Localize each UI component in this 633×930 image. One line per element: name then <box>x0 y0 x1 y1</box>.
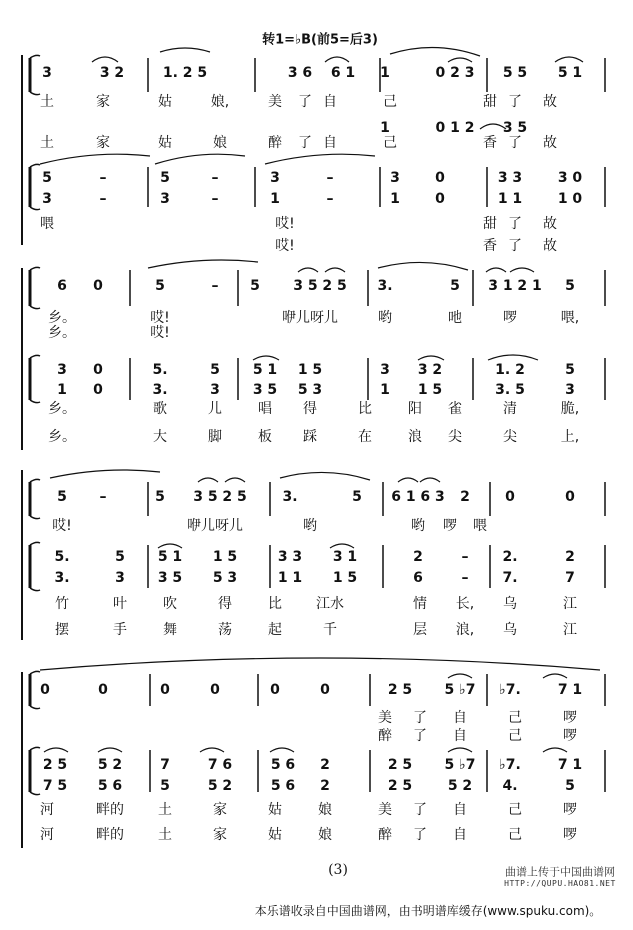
lyric-syllable: 江 <box>563 596 577 612</box>
note: 1 5 <box>212 549 238 565</box>
note: 5 <box>160 170 170 186</box>
key-change-header: 转1=♭B(前5=后3) <box>262 32 378 48</box>
lyric-syllable: 醉 <box>378 728 392 744</box>
lyric-syllable: 阳 <box>408 401 422 417</box>
note: 5 2 <box>207 778 233 794</box>
note: 5 <box>42 170 52 186</box>
lyric-syllable: 比 <box>268 596 282 612</box>
lyric-syllable: 啰 <box>563 827 577 843</box>
lyric-syllable: 了 <box>508 135 522 151</box>
note: 5 ♭7 <box>444 757 476 773</box>
note: 7. <box>502 570 518 586</box>
note: 3 5 2 5 <box>293 278 347 294</box>
note: 6 1 6 3 <box>391 489 445 505</box>
note: 0 <box>435 191 445 207</box>
note: – <box>326 191 334 207</box>
lyric-syllable: 吹 <box>163 596 177 612</box>
note: – <box>99 170 107 186</box>
lyric-syllable: 竹 <box>55 596 69 612</box>
note: 1 <box>380 382 390 398</box>
note: 1 5 <box>297 362 323 378</box>
lyric-syllable: 了 <box>508 238 522 254</box>
lyric-syllable: 了 <box>413 827 427 843</box>
lyric-syllable: 河 <box>40 827 54 843</box>
note: 5 <box>565 778 575 794</box>
lyric-syllable: 自 <box>453 710 467 726</box>
lyric-syllable: 畔的 <box>96 802 124 818</box>
note: 3 3 <box>497 170 523 186</box>
note: 3 <box>115 570 125 586</box>
lyric-syllable: 乡。 <box>48 429 76 445</box>
note: 7 1 <box>557 757 583 773</box>
note: – <box>326 170 334 186</box>
note: 3 2 <box>99 65 125 81</box>
lyric-syllable: 板 <box>258 429 272 445</box>
lyric-syllable: 喂 <box>473 518 487 534</box>
lyric-syllable: 荡 <box>218 622 232 638</box>
lyric-syllable: 乌 <box>503 596 517 612</box>
lyric-syllable: 浪, <box>455 622 475 638</box>
lyric-syllable: 己 <box>508 710 522 726</box>
lyric-syllable: 唱 <box>258 401 272 417</box>
lyric-syllable: 哎! <box>150 310 170 326</box>
note: 3 5 <box>157 570 183 586</box>
note: 3 <box>270 170 280 186</box>
note: 3 <box>42 191 52 207</box>
note: 5 <box>57 489 67 505</box>
note: 3 2 <box>417 362 443 378</box>
lyric-syllable: 千 <box>323 622 337 638</box>
note: – <box>211 170 219 186</box>
lyric-syllable: 自 <box>323 94 337 110</box>
watermark-line-1: 曲谱上传于中国曲谱网 <box>505 865 615 879</box>
lyric-syllable: 清 <box>503 401 517 417</box>
lyric-syllable: 娘 <box>318 827 332 843</box>
lyric-syllable: 故 <box>543 216 557 232</box>
lyric-syllable: 哎! <box>150 325 170 341</box>
lyric-syllable: 土 <box>40 94 54 110</box>
note: 5. <box>152 362 168 378</box>
lyric-syllable: 了 <box>413 728 427 744</box>
lyric-syllable: 己 <box>508 802 522 818</box>
note: 5 <box>352 489 362 505</box>
note: 0 1 2 <box>435 120 475 136</box>
lyric-syllable: 尖 <box>448 429 462 445</box>
lyric-syllable: 了 <box>508 94 522 110</box>
lyric-syllable: 大 <box>153 429 167 445</box>
note: 1 0 <box>557 191 583 207</box>
note: 3 1 2 1 <box>488 278 542 294</box>
note: 6 <box>57 278 67 294</box>
note: 0 <box>40 682 50 698</box>
note: 3 0 <box>557 170 583 186</box>
lyric-syllable: 哎! <box>275 216 295 232</box>
lyric-syllable: 叶 <box>113 596 127 612</box>
note: 3. <box>152 382 168 398</box>
lyric-syllable: 美 <box>378 802 392 818</box>
lyric-syllable: 己 <box>383 94 397 110</box>
lyric-syllable: 乡。 <box>48 310 76 326</box>
note: 3 1 <box>332 549 358 565</box>
lyric-syllable: 啰 <box>503 310 517 326</box>
note: 0 <box>93 362 103 378</box>
note: 5. <box>54 549 70 565</box>
lyric-syllable: 乡。 <box>48 325 76 341</box>
note: 5 <box>565 362 575 378</box>
note: – <box>211 191 219 207</box>
lyric-syllable: 哟 <box>378 310 392 326</box>
note: 3 5 2 5 <box>193 489 247 505</box>
note: 7 <box>160 757 170 773</box>
note: 5 1 <box>252 362 278 378</box>
note: 6 <box>413 570 423 586</box>
source-note: 本乐谱收录自中国曲谱网，由书明谱库缓存(www.spuku.com)。 <box>254 904 602 918</box>
note: 5 <box>115 549 125 565</box>
lyric-syllable: 脆, <box>560 401 580 417</box>
lyric-syllable: 自 <box>453 827 467 843</box>
note: 3 <box>42 65 52 81</box>
note: 2 5 <box>387 682 413 698</box>
lyric-syllable: 乌 <box>503 622 517 638</box>
note: 3 <box>380 362 390 378</box>
lyric-syllable: 儿 <box>208 401 222 417</box>
lyric-syllable: 姑 <box>158 135 172 151</box>
note: 5 <box>155 278 165 294</box>
lyric-syllable: 踩 <box>303 429 317 445</box>
note: 3 3 <box>277 549 303 565</box>
note: 2 <box>460 489 470 505</box>
note: 0 <box>98 682 108 698</box>
note: 3. 5 <box>495 382 525 398</box>
note: 2 <box>565 549 575 565</box>
lyric-syllable: 得 <box>303 401 317 417</box>
note: – <box>461 570 469 586</box>
lyric-syllable: 乡。 <box>48 401 76 417</box>
lyric-syllable: 家 <box>96 135 110 151</box>
note: 5 6 <box>97 778 123 794</box>
lyric-syllable: 啰 <box>563 728 577 744</box>
lyric-syllable: 哟 <box>411 518 425 534</box>
lyric-syllable: 河 <box>40 802 54 818</box>
lyric-syllable: 歌 <box>153 401 167 417</box>
lyric-syllable: 哎! <box>52 518 72 534</box>
page-number: (3) <box>328 862 348 878</box>
lyric-syllable: 故 <box>543 135 557 151</box>
lyric-syllable: 醉 <box>268 135 282 151</box>
lyric-syllable: 起 <box>268 622 282 638</box>
lyric-syllable: 哎! <box>275 238 295 254</box>
note: 1 <box>270 191 280 207</box>
note: 2 <box>320 757 330 773</box>
lyric-syllable: 了 <box>413 802 427 818</box>
lyric-syllable: 咿儿呀儿 <box>187 518 243 534</box>
note: 3 6 <box>287 65 313 81</box>
lyric-syllable: 娘, <box>210 94 230 110</box>
lyric-syllable: 家 <box>213 802 227 818</box>
note: – <box>461 549 469 565</box>
note: 2 5 <box>42 757 68 773</box>
note: 5 <box>250 278 260 294</box>
note: 5 <box>155 489 165 505</box>
lyric-syllable: 己 <box>508 728 522 744</box>
lyric-syllable: 手 <box>113 622 127 638</box>
lyric-syllable: 家 <box>96 94 110 110</box>
lyric-syllable: 己 <box>383 135 397 151</box>
lyric-syllable: 土 <box>40 135 54 151</box>
note: 0 <box>160 682 170 698</box>
lyric-syllable: 娘 <box>318 802 332 818</box>
lyric-syllable: 浪 <box>408 429 422 445</box>
lyric-syllable: 啰 <box>443 518 457 534</box>
note: 1 5 <box>332 570 358 586</box>
lyric-syllable: 啰 <box>563 802 577 818</box>
note: 0 2 3 <box>435 65 475 81</box>
lyric-syllable: 娘 <box>213 135 227 151</box>
lyric-syllable: 畔的 <box>96 827 124 843</box>
note: 1 <box>380 120 390 136</box>
note: – <box>211 278 219 294</box>
note: 3 <box>57 362 67 378</box>
lyric-syllable: 得 <box>218 596 232 612</box>
lyric-syllable: 层 <box>413 622 427 638</box>
note: 3 <box>160 191 170 207</box>
note: 0 <box>93 382 103 398</box>
note: 1 1 <box>497 191 523 207</box>
note: 6 1 <box>330 65 356 81</box>
note: 7 1 <box>557 682 583 698</box>
note: 3. <box>54 570 70 586</box>
note: 5 <box>210 362 220 378</box>
lyric-syllable: 长, <box>455 596 475 612</box>
note: 7 <box>565 570 575 586</box>
note: 3. <box>377 278 393 294</box>
lyric-syllable: 啰 <box>563 710 577 726</box>
lyric-syllable: 咿儿呀儿 <box>282 310 338 326</box>
note: 1 <box>57 382 67 398</box>
note: 5 <box>160 778 170 794</box>
lyric-syllable: 己 <box>508 827 522 843</box>
note: 5 6 <box>270 757 296 773</box>
note: 0 <box>435 170 445 186</box>
lyric-syllable: 了 <box>413 710 427 726</box>
note: 1 5 <box>417 382 443 398</box>
lyric-syllable: 上, <box>560 429 580 445</box>
note: 2. <box>502 549 518 565</box>
note: 0 <box>270 682 280 698</box>
note: 3 <box>565 382 575 398</box>
note: 0 <box>505 489 515 505</box>
note: 2 5 <box>387 778 413 794</box>
note: 5 <box>565 278 575 294</box>
lyric-syllable: 尖 <box>503 429 517 445</box>
note: 0 <box>320 682 330 698</box>
lyric-syllable: 喂 <box>40 216 54 232</box>
note: 5 6 <box>270 778 296 794</box>
note: ♭7. <box>499 682 521 698</box>
note: 1. 2 5 <box>162 65 208 81</box>
lyric-syllable: 自 <box>323 135 337 151</box>
note: – <box>99 191 107 207</box>
lyric-syllable: 情 <box>413 596 427 612</box>
lyric-syllable: 了 <box>298 94 312 110</box>
lyric-syllable: 脚 <box>208 429 222 445</box>
lyric-syllable: 在 <box>358 429 372 445</box>
note: 7 5 <box>42 778 68 794</box>
lyric-syllable: 吔 <box>448 310 462 326</box>
lyric-syllable: 美 <box>268 94 282 110</box>
note: 5 3 <box>212 570 238 586</box>
note: – <box>99 489 107 505</box>
note: 5 1 <box>157 549 183 565</box>
note: 5 5 <box>502 65 528 81</box>
note: 0 <box>565 489 575 505</box>
note: 5 3 <box>297 382 323 398</box>
lyric-syllable: 江水 <box>316 596 344 612</box>
lyric-syllable: 江 <box>563 622 577 638</box>
note: 7 6 <box>207 757 233 773</box>
note: 0 <box>93 278 103 294</box>
note: 1 <box>380 65 390 81</box>
lyric-syllable: 醉 <box>378 827 392 843</box>
note: 3 <box>390 170 400 186</box>
note: 2 <box>413 549 423 565</box>
lyric-syllable: 香 <box>483 135 497 151</box>
note: 5 2 <box>447 778 473 794</box>
lyric-syllable: 土 <box>158 802 172 818</box>
lyric-syllable: 舞 <box>163 622 177 638</box>
note: 2 <box>320 778 330 794</box>
lyric-syllable: 姑 <box>268 802 282 818</box>
lyric-syllable: 土 <box>158 827 172 843</box>
lyric-syllable: 了 <box>508 216 522 232</box>
note: 5 2 <box>97 757 123 773</box>
lyric-syllable: 香 <box>483 238 497 254</box>
note: 1 1 <box>277 570 303 586</box>
note: 3 5 <box>252 382 278 398</box>
lyric-syllable: 姑 <box>268 827 282 843</box>
lyric-syllable: 甜 <box>483 94 497 110</box>
note: 5 ♭7 <box>444 682 476 698</box>
note: 1 <box>390 191 400 207</box>
lyric-syllable: 姑 <box>158 94 172 110</box>
lyric-syllable: 自 <box>453 802 467 818</box>
lyric-syllable: 雀 <box>448 401 462 417</box>
lyric-syllable: 故 <box>543 94 557 110</box>
note: 2 5 <box>387 757 413 773</box>
lyric-syllable: 比 <box>358 401 372 417</box>
watermark-line-2: HTTP://QUPU.HAO81.NET <box>504 879 616 888</box>
note: 3. <box>282 489 298 505</box>
lyric-syllable: 美 <box>378 710 392 726</box>
lyric-syllable: 甜 <box>483 216 497 232</box>
note: 5 <box>450 278 460 294</box>
note: 5 1 <box>557 65 583 81</box>
note: ♭7. <box>499 757 521 773</box>
note: 1. 2 <box>495 362 525 378</box>
lyric-syllable: 哟 <box>303 518 317 534</box>
lyric-syllable: 了 <box>298 135 312 151</box>
note: 4. <box>502 778 518 794</box>
lyric-syllable: 故 <box>543 238 557 254</box>
note: 3 <box>210 382 220 398</box>
note: 3 5 <box>502 120 528 136</box>
lyric-syllable: 家 <box>213 827 227 843</box>
lyric-syllable: 摆 <box>55 622 69 638</box>
lyric-syllable: 喂, <box>560 310 580 326</box>
lyric-syllable: 自 <box>453 728 467 744</box>
note: 0 <box>210 682 220 698</box>
